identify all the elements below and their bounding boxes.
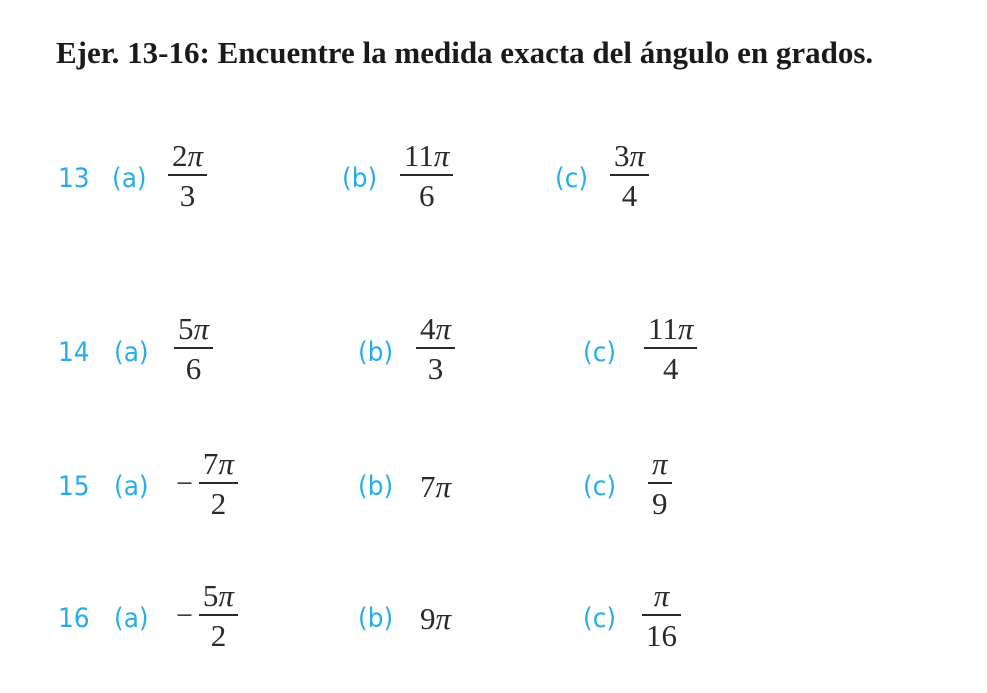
- coefficient: 9: [420, 601, 436, 636]
- problem-13-label-a: (a): [112, 163, 147, 194]
- pi-symbol: π: [435, 601, 452, 636]
- problem-13-label-c: (c): [555, 163, 589, 194]
- pi-symbol: π: [435, 311, 452, 346]
- problem-14-answer-c: [644, 313, 697, 385]
- pi-symbol: π: [218, 446, 234, 481]
- denominator: 3: [179, 178, 196, 213]
- problem-13-answer-c: [610, 140, 649, 212]
- minus-sign: −: [176, 467, 193, 500]
- pi-symbol: π: [218, 578, 234, 613]
- problem-14-label-b: (b): [358, 337, 394, 368]
- problem-number-15: 15: [58, 471, 90, 502]
- pi-symbol: π: [653, 578, 670, 613]
- denominator: 16: [646, 618, 677, 653]
- numerator: 3: [614, 138, 630, 173]
- problem-16-answer-b: [420, 603, 451, 635]
- fraction: [168, 140, 207, 212]
- numerator: 7: [202, 446, 219, 481]
- pi-symbol: π: [187, 138, 204, 173]
- problem-14-answer-a: [174, 313, 213, 385]
- numerator: 11: [648, 311, 678, 346]
- problem-16-answer-a: [176, 580, 238, 652]
- denominator: 6: [418, 178, 435, 213]
- problem-number-13: 13: [58, 163, 90, 194]
- pi-symbol: π: [435, 469, 452, 504]
- problem-16-label-c: (c): [583, 603, 617, 634]
- fraction: [400, 140, 453, 212]
- problem-14-answer-b: [416, 313, 455, 385]
- fraction: [199, 448, 238, 520]
- problem-16-label-b: (b): [358, 603, 394, 634]
- pi-symbol: π: [652, 446, 668, 481]
- pi-symbol: π: [433, 138, 450, 173]
- denominator: 4: [662, 351, 679, 386]
- fraction: [174, 313, 213, 385]
- numerator: 11: [404, 138, 434, 173]
- pi-symbol: π: [629, 138, 646, 173]
- fraction: [199, 580, 238, 652]
- denominator: 2: [210, 486, 227, 521]
- problem-16-label-a: (a): [114, 603, 149, 634]
- fraction: [644, 313, 697, 385]
- numerator: 2: [172, 138, 188, 173]
- coefficient: 7: [420, 469, 436, 504]
- denominator: 4: [621, 178, 638, 213]
- minus-sign: −: [176, 599, 193, 632]
- denominator: 9: [652, 486, 668, 521]
- problem-15-answer-b: [420, 471, 451, 503]
- problem-13-answer-a: [168, 140, 207, 212]
- fraction: [642, 580, 681, 652]
- exercise-heading: Ejer. 13-16: Encuentre la medida exacta del ángulo en grados.: [56, 35, 874, 70]
- fraction: [610, 140, 649, 212]
- denominator: 3: [427, 351, 444, 386]
- problem-15-answer-a: [176, 448, 238, 520]
- denominator: 2: [210, 618, 227, 653]
- fraction: [648, 448, 672, 520]
- problem-13-label-b: (b): [342, 163, 378, 194]
- problem-number-16: 16: [58, 603, 90, 634]
- pi-symbol: π: [193, 311, 210, 346]
- problem-14-label-a: (a): [114, 337, 149, 368]
- numerator: 4: [420, 311, 436, 346]
- numerator: 5: [178, 311, 194, 346]
- problem-15-label-a: (a): [114, 471, 149, 502]
- problem-number-14: 14: [58, 337, 90, 368]
- problem-15-label-c: (c): [583, 471, 617, 502]
- pi-symbol: π: [677, 311, 694, 346]
- problem-14-label-c: (c): [583, 337, 617, 368]
- denominator: 6: [185, 351, 202, 386]
- problem-15-answer-c: [648, 448, 672, 520]
- numerator: 5: [202, 578, 219, 613]
- problem-16-answer-c: [642, 580, 681, 652]
- fraction: [416, 313, 455, 385]
- problem-15-label-b: (b): [358, 471, 394, 502]
- problem-13-answer-b: [400, 140, 453, 212]
